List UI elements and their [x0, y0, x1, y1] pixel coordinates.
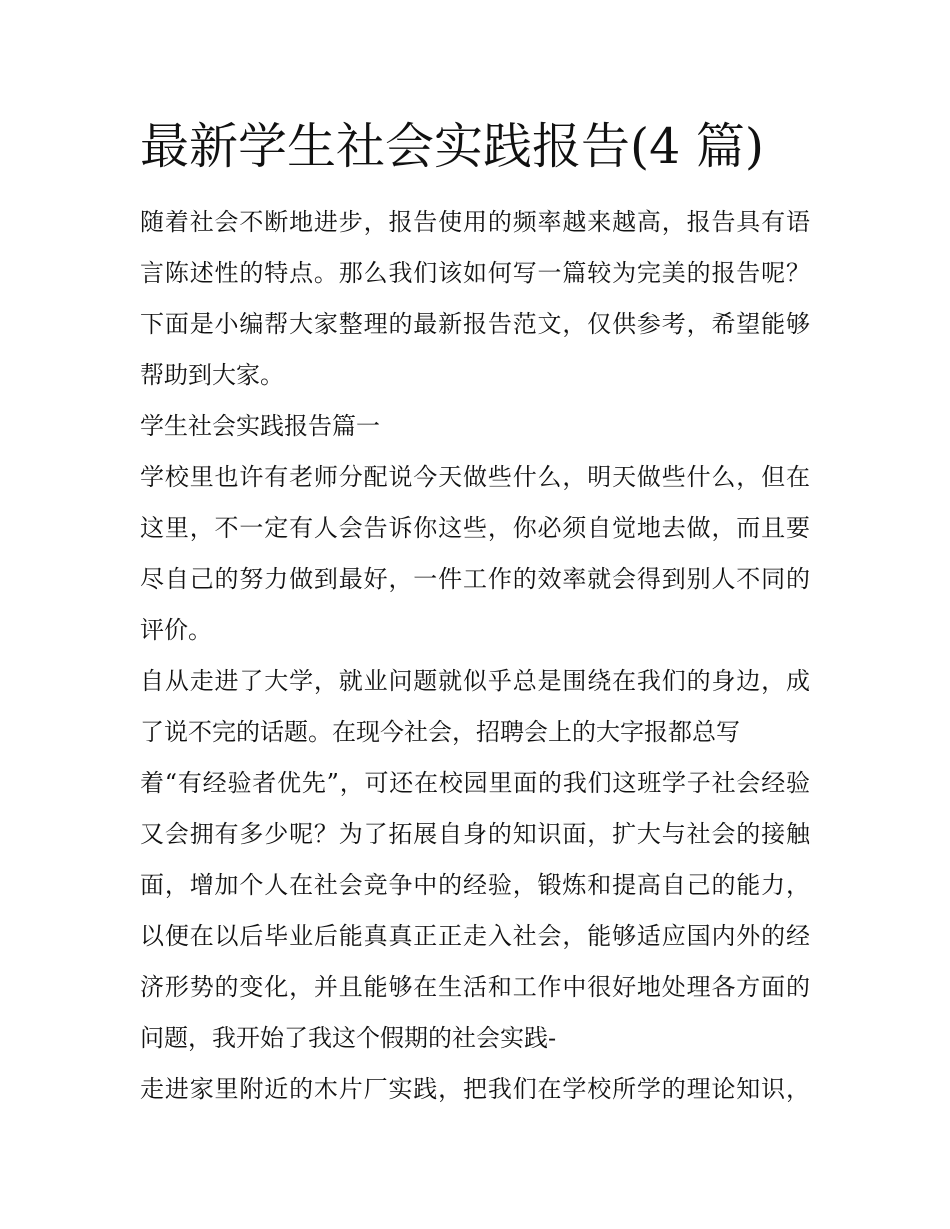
paragraph-line: 走进家里附近的木片厂实践，把我们在学校所学的理论知识，	[140, 1075, 810, 1103]
paragraph-line: 问题，我开始了我这个假期的社会实践-	[140, 1024, 557, 1052]
paragraph-line: 又会拥有多少呢？为了拓展自身的知识面，扩大与社会的接触	[140, 820, 810, 848]
paragraph-line: 以便在以后毕业后能真真正正走入社会，能够适应国内外的经	[140, 922, 810, 950]
paragraph-line: 言陈述性的特点。那么我们该如何写一篇较为完美的报告呢？	[140, 259, 810, 287]
paragraph-line: 学校里也许有老师分配说今天做些什么，明天做些什么，但在	[140, 463, 810, 491]
document-title: 最新学生社会实践报告(4 篇)	[140, 118, 764, 175]
paragraph-line: 济形势的变化，并且能够在生活和工作中很好地处理各方面的	[140, 973, 810, 1001]
paragraph-line: 评价。	[140, 616, 212, 644]
paragraph-line: 着“有经验者优先”，可还在校园里面的我们这班学子社会经验	[140, 769, 810, 797]
paragraph-line: 随着社会不断地进步，报告使用的频率越来越高，报告具有语	[140, 208, 810, 236]
paragraph-line: 了说不完的话题。在现今社会，招聘会上的大字报都总写	[140, 718, 740, 746]
section-heading: 学生社会实践报告篇一	[140, 412, 380, 440]
paragraph-line: 下面是小编帮大家整理的最新报告范文，仅供参考，希望能够	[140, 310, 810, 338]
paragraph-line: 自从走进了大学，就业问题就似乎总是围绕在我们的身边，成	[140, 667, 810, 695]
paragraph-line: 帮助到大家。	[140, 361, 284, 389]
paragraph-line: 尽自己的努力做到最好，一件工作的效率就会得到别人不同的	[140, 565, 810, 593]
paragraph-line: 面，增加个人在社会竞争中的经验，锻炼和提高自己的能力，	[140, 871, 810, 899]
paragraph-line: 这里，不一定有人会告诉你这些，你必须自觉地去做，而且要	[140, 514, 810, 542]
